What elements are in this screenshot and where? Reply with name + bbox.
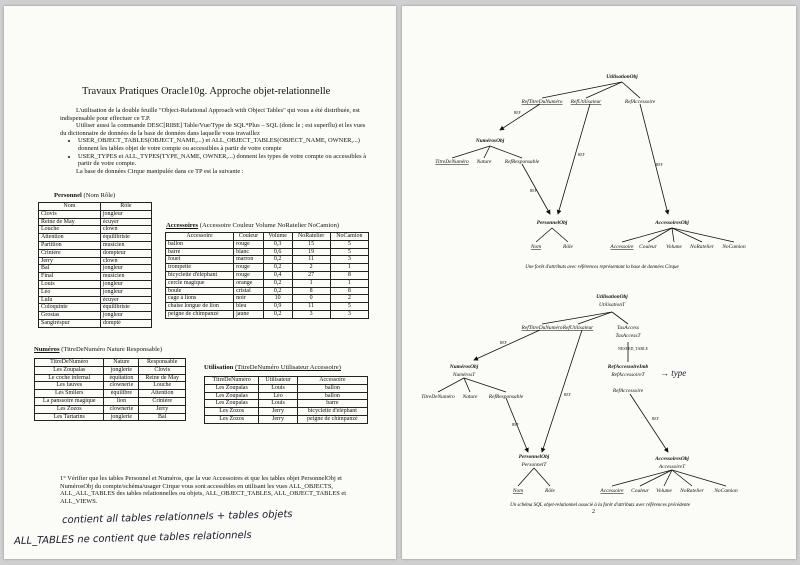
d2-root-attr-1: RefTitreDuNuméro xyxy=(521,325,563,331)
d1-numeros-attr-1: TitreDeNuméro xyxy=(435,159,469,165)
numeros-row xyxy=(35,382,186,390)
intro-text xyxy=(60,107,370,175)
utilisation-table xyxy=(204,376,368,424)
numeros-row xyxy=(35,397,186,405)
d1-numeros-attr-3: RefResponsable xyxy=(504,159,540,165)
d1-acc-attr-1: Accessoire xyxy=(610,244,634,250)
attribute-forest-diagrams xyxy=(402,6,796,559)
accessoires-cell: 1 xyxy=(292,279,330,287)
utilisation-cell: Louis xyxy=(259,384,297,392)
intro-bullet-1: • USER_OBJECT_TABLES(OBJECT_NAME,...) et ALL_OBJECT_TABLES(OBJECT_NAME, OWNER,...) donnent les tables objet de votre compte ou accessibles à partir de votre compte xyxy=(78,137,370,152)
accessoires-cell: cercle magique xyxy=(166,279,234,287)
personnel-cell: équilibriste xyxy=(100,234,151,242)
accessoires-cell: 0,3 xyxy=(263,240,292,248)
accessoires-column-header: NoCamion xyxy=(330,233,368,241)
accessoires-row xyxy=(166,295,369,303)
numeros-cell: Reine de May xyxy=(139,374,186,382)
personnel-cell: jongleur xyxy=(100,312,151,320)
personnel-row xyxy=(39,257,152,265)
accessoires-cell: marron xyxy=(234,256,264,264)
personnel-cell: Final xyxy=(39,273,101,281)
d2-numeros-attr-3: RefResponsable xyxy=(488,394,524,400)
personnel-caption-attrs: (Nom Rôle) xyxy=(83,192,116,199)
numeros-cell: équilibre xyxy=(104,390,139,398)
d1-root-attr-2: RefUtilisateur xyxy=(570,99,602,105)
personnel-cell: jongleur xyxy=(100,265,151,273)
accessoires-cell: 1 xyxy=(330,264,368,272)
d1-ref-label-4: REF xyxy=(656,163,663,167)
numeros-cell: Les Zoupalas xyxy=(35,366,104,374)
accessoires-cell: peigne de chimpanzé xyxy=(166,310,234,318)
accessoires-cell: bleu xyxy=(234,303,264,311)
numeros-column-header: Responsable xyxy=(139,359,186,367)
d2-personnel-attr-1: Nom xyxy=(512,488,524,494)
personnel-cell: jongleur xyxy=(100,280,151,288)
numeros-header-row xyxy=(35,359,186,367)
numeros-caption xyxy=(34,346,162,353)
page-title: Travaux Pratiques Oracle10g. Approche objet-relationnelle xyxy=(82,86,331,97)
d1-acc-attr-5: NoCamion xyxy=(722,244,746,250)
personnel-cell: clown xyxy=(100,257,151,265)
personnel-row xyxy=(39,210,152,218)
accessoires-cell: 2 xyxy=(330,295,368,303)
numeros-cell: Les Zozos xyxy=(35,405,104,413)
accessoires-cell: 5 xyxy=(330,303,368,311)
numeros-cell: jonglerie xyxy=(104,413,139,421)
d1-ref-label-1: REF xyxy=(514,111,521,115)
accessoires-cell: 11 xyxy=(292,256,330,264)
d1-root-attr-3: RefAccessoire xyxy=(624,99,656,105)
numeros-column-header: TitreDeNuméro xyxy=(35,359,104,367)
personnel-row xyxy=(39,241,152,249)
numeros-cell: équitation xyxy=(104,374,139,382)
personnel-row xyxy=(39,265,152,273)
numeros-row xyxy=(35,374,186,382)
accessoires-cell: orange xyxy=(234,279,264,287)
accessoires-column-header: NoRatelier xyxy=(292,233,330,241)
numeros-cell: Crinière xyxy=(139,397,186,405)
page-number: 2 xyxy=(592,509,595,515)
accessoires-cell: 8 xyxy=(330,287,368,295)
accessoires-cell: trompette xyxy=(166,264,234,272)
personnel-row xyxy=(39,234,152,242)
numeros-cell: Les Tartarins xyxy=(35,413,104,421)
personnel-cell: équilibriste xyxy=(100,304,151,312)
personnel-cell: écuyer xyxy=(100,218,151,226)
utilisation-cell: Louis xyxy=(259,400,297,408)
accessoires-cell: 8 xyxy=(292,287,330,295)
handwritten-note-1: contient all tables relationnels + tables objets xyxy=(61,508,293,527)
d2-acc-attr-3: Volume xyxy=(656,488,672,494)
accessoires-row xyxy=(166,310,369,318)
accessoires-cell: bicyclette d'éléphant xyxy=(166,271,234,279)
accessoires-cell: 5 xyxy=(330,240,368,248)
d2-acc-attr-4: NoRatelier xyxy=(680,488,704,494)
accessoires-cell: 0,2 xyxy=(263,287,292,295)
personnel-cell: Bal xyxy=(39,265,101,273)
utilisation-cell: peigne de chimpanzé xyxy=(297,415,367,423)
personnel-row xyxy=(39,319,152,327)
accessoires-cell: rouge xyxy=(234,264,264,272)
intro-bullets xyxy=(78,137,370,167)
numeros-row xyxy=(35,405,186,413)
d2-root-attr-2: RefUtilisateur xyxy=(562,325,594,331)
accessoires-header-row xyxy=(166,233,369,241)
accessoires-cell: cage à lions xyxy=(166,295,234,303)
d2-accessoires-type: AccessoireT xyxy=(658,464,686,470)
accessoires-cell: 0,2 xyxy=(263,310,292,318)
numeros-cell: Bal xyxy=(139,413,186,421)
accessoires-cell: blanc xyxy=(234,248,264,256)
accessoires-cell: 2 xyxy=(292,264,330,272)
d1-accessoires-label: AccessoiresObj xyxy=(655,220,689,226)
accessoires-cell: boule xyxy=(166,287,234,295)
accessoires-row xyxy=(166,287,369,295)
personnel-row xyxy=(39,218,152,226)
personnel-cell: Louche xyxy=(39,226,101,234)
utilisation-cell: Les Zoupalas xyxy=(205,392,259,400)
utilisation-cell: Les Zozos xyxy=(205,408,259,416)
accessoires-table xyxy=(165,232,369,319)
utilisation-cell: Jerry xyxy=(259,408,297,416)
intro-bullet-2: • USER_TYPES et ALL_TYPES(TYPE_NAME, OWNER,...) donnent les types de votre compte ou accessibles à partir de votre compte. xyxy=(78,153,370,168)
numeros-cell: Les fauves xyxy=(35,382,104,390)
left-page xyxy=(4,6,396,559)
numeros-caption-name: Numéros xyxy=(34,346,60,353)
accessoires-cell: chaise longue de lion xyxy=(166,303,234,311)
d2-numeros-type: NumérosT xyxy=(452,372,476,378)
personnel-cell: Sangtrèspur xyxy=(39,319,101,327)
accessoires-cell: fouet xyxy=(166,256,234,264)
d2-refacc-attr: RefAccessoire xyxy=(612,388,644,394)
d2-personnel-attr-2: Rôle xyxy=(545,488,555,494)
accessoires-row xyxy=(166,264,369,272)
utilisation-cell: Les Zoupalas xyxy=(205,400,259,408)
d1-personnel-label: PersonnelObj xyxy=(536,220,568,226)
personnel-cell: Clovis xyxy=(39,210,101,218)
utilisation-row xyxy=(205,384,368,392)
intro-paragraph-1: L'utilisation de la double feuille "Object-Relational Approach with Object Tables" qui vous a été distribuée, est indispensable pour effectuer ce T.P. xyxy=(60,107,360,122)
accessoires-cell: 0,2 xyxy=(263,264,292,272)
numeros-table xyxy=(34,358,186,421)
personnel-row xyxy=(39,288,152,296)
personnel-cell: Coloquinte xyxy=(39,304,101,312)
accessoires-caption-attrs: (Accessoire Couleur Volume NoRatelier NoCamion) xyxy=(199,222,340,229)
accessoires-cell: 0,9 xyxy=(263,303,292,311)
personnel-row xyxy=(39,304,152,312)
accessoires-cell: 0,4 xyxy=(263,271,292,279)
accessoires-cell: 8 xyxy=(330,271,368,279)
utilisation-cell: ballon xyxy=(297,384,367,392)
accessoires-row xyxy=(166,271,369,279)
d2-acc-attr-5: NoCamion xyxy=(714,488,738,494)
personnel-row xyxy=(39,226,152,234)
d1-numeros-attr-2: Nature xyxy=(476,159,492,165)
numeros-cell: Jerry xyxy=(139,405,186,413)
personnel-caption-name: Personnel xyxy=(54,192,82,199)
utilisation-cell: ballon xyxy=(297,392,367,400)
personnel-row xyxy=(39,280,152,288)
accessoires-cell: rouge xyxy=(234,271,264,279)
utilisation-cell: Les Zozos xyxy=(205,415,259,423)
accessoires-row xyxy=(166,248,369,256)
accessoires-column-header: Accessoire xyxy=(166,233,234,241)
d2-refacc-type: RefAccessoireT xyxy=(611,372,645,378)
accessoires-cell: 0,6 xyxy=(263,248,292,256)
intro-paragraph-2: Utiliser aussi la commande DESC[RIBE] Table/Vue/Type de SQL*Plus – SQL (donc le ; est superflu) et les vues du dictionnaire de données de la base de données dans laquelle vous travaillez xyxy=(60,122,366,137)
accessoires-cell: cristal xyxy=(234,287,264,295)
accessoires-cell: 0 xyxy=(292,295,330,303)
numeros-cell: clownerie xyxy=(104,382,139,390)
accessoires-caption xyxy=(166,222,339,229)
d2-tas-type: TasAccessT xyxy=(615,333,641,339)
accessoires-row xyxy=(166,256,369,264)
accessoires-cell: jaune xyxy=(234,310,264,318)
d2-ref-label-2: REF xyxy=(512,423,519,427)
personnel-cell: musicien xyxy=(100,241,151,249)
numeros-caption-attrs: (TitreDeNuméro Nature Responsable) xyxy=(61,346,163,353)
d1-ref-label-2: REF xyxy=(530,189,537,193)
accessoires-cell: 0,2 xyxy=(263,256,292,264)
d1-ref-label-3: REF xyxy=(578,153,585,157)
utilisation-cell: Jerry xyxy=(259,415,297,423)
personnel-row xyxy=(39,296,152,304)
numeros-column-header: Nature xyxy=(104,359,139,367)
d2-root-type: UtilisationT xyxy=(598,302,626,308)
personnel-cell: dompté xyxy=(100,319,151,327)
d1-root-label: UtilisationObj xyxy=(606,74,638,80)
personnel-table xyxy=(38,202,152,328)
d2-personnel-label: PersonnelObj xyxy=(518,454,550,460)
d2-acc-attr-2: Couleur xyxy=(631,488,649,494)
personnel-cell: musicien xyxy=(100,273,151,281)
personnel-cell: jongleur xyxy=(100,288,151,296)
numeros-cell: lion xyxy=(104,397,139,405)
personnel-caption xyxy=(54,192,115,199)
d2-caption: Un schéma SQL objet-relationnel associé à la forêt d'attributs avec références précédente xyxy=(510,503,690,508)
d1-acc-attr-2: Couleur xyxy=(639,244,657,250)
personnel-cell: dompteur xyxy=(100,249,151,257)
d2-root-attr-3: TasAccess xyxy=(617,325,639,331)
personnel-row xyxy=(39,249,152,257)
utilisation-cell: Léo xyxy=(259,392,297,400)
personnel-row xyxy=(39,273,152,281)
d1-personnel-attr-2: Rôle xyxy=(563,244,573,250)
accessoires-cell: ballon xyxy=(166,240,234,248)
d2-numeros-label: NumérosObj xyxy=(449,364,479,370)
utilisation-cell: Les Zoupalas xyxy=(205,384,259,392)
accessoires-cell: barre xyxy=(166,248,234,256)
accessoires-cell: 1 xyxy=(330,279,368,287)
utilisation-row xyxy=(205,392,368,400)
utilisation-caption xyxy=(204,364,341,371)
intro-paragraph-3: La base de données Cirque manipulée dans ce TP est la suivante : xyxy=(76,167,244,175)
utilisation-caption-name: Utilisation xyxy=(204,364,234,371)
accessoires-cell: 11 xyxy=(292,303,330,311)
accessoires-caption-name: Accessoires xyxy=(166,222,199,229)
d1-personnel-attr-1: Nom xyxy=(530,244,542,250)
numeros-cell: La panssoire magique xyxy=(35,397,104,405)
personnel-cell: Léo xyxy=(39,288,101,296)
numeros-cell: Les Smilers xyxy=(35,390,104,398)
accessoires-cell: 15 xyxy=(292,240,330,248)
personnel-cell: écuyer xyxy=(100,296,151,304)
numeros-cell: Le coche infernal xyxy=(35,374,104,382)
personnel-cell: Attention xyxy=(39,234,101,242)
personnel-cell: Grostas xyxy=(39,312,101,320)
d2-handwritten-type-note: → type xyxy=(660,368,687,378)
d2-ref-label-3: REF xyxy=(564,393,571,397)
personnel-cell: Lulu xyxy=(39,296,101,304)
accessoires-cell: 19 xyxy=(292,248,330,256)
accessoires-row xyxy=(166,303,369,311)
utilisation-column-header: Utilisateur xyxy=(259,377,297,385)
accessoires-cell: 0,2 xyxy=(263,279,292,287)
personnel-row xyxy=(39,312,152,320)
personnel-cell: Crinière xyxy=(39,249,101,257)
numeros-row xyxy=(35,413,186,421)
d2-personnel-type: PersonnelT xyxy=(521,462,547,468)
numeros-cell: Louche xyxy=(139,382,186,390)
utilisation-column-header: TitreDeNuméro xyxy=(205,377,259,385)
personnel-header-row xyxy=(39,203,152,211)
personnel-cell: Louis xyxy=(39,280,101,288)
numeros-cell: clownerie xyxy=(104,405,139,413)
numeros-cell: Clovis xyxy=(139,366,186,374)
utilisation-cell: barre xyxy=(297,400,367,408)
accessoires-column-header: Couleur xyxy=(234,233,264,241)
d1-acc-attr-4: NoRatelier xyxy=(690,244,714,250)
personnel-cell: jongleur xyxy=(100,210,151,218)
d2-root-label: UtilisationObj xyxy=(596,294,628,300)
d1-acc-attr-3: Volume xyxy=(666,244,682,250)
handwritten-note-2: ALL_TABLES ne contient que tables relationnels xyxy=(13,529,252,548)
d2-accessoires-label: AccessoiresObj xyxy=(655,456,689,462)
d2-ref-label-1: REF xyxy=(500,341,507,345)
utilisation-caption-attrs: (TitreDeNuméro Utilisateur Accessoire) xyxy=(234,364,341,371)
d2-ref-label-4: REF xyxy=(652,417,659,421)
numeros-row xyxy=(35,390,186,398)
numeros-cell: jonglerie xyxy=(104,366,139,374)
personnel-cell: clown xyxy=(100,226,151,234)
d1-caption: Une forêt d'attributs avec références représentant la base de données Cirque xyxy=(525,265,679,270)
personnel-cell: Partition xyxy=(39,241,101,249)
accessoires-cell: rouge xyxy=(234,240,264,248)
d2-nested-table-label: NESTED_TABLE xyxy=(618,346,648,351)
utilisation-row xyxy=(205,415,368,423)
d2-refacc-label: RefAccessoireImb xyxy=(607,364,649,370)
right-page xyxy=(402,6,796,559)
utilisation-column-header: Accessoire xyxy=(297,377,367,385)
utilisation-row xyxy=(205,408,368,416)
accessoires-cell: 3 xyxy=(330,256,368,264)
numeros-cell: Attention xyxy=(139,390,186,398)
personnel-column-header: Nom xyxy=(39,203,101,211)
accessoires-column-header: Volume xyxy=(263,233,292,241)
accessoires-cell: 10 xyxy=(263,295,292,303)
personnel-cell: Jerry xyxy=(39,257,101,265)
utilisation-header-row xyxy=(205,377,368,385)
utilisation-row xyxy=(205,400,368,408)
personnel-column-header: Rôle xyxy=(100,203,151,211)
accessoires-cell: noir xyxy=(234,295,264,303)
d1-root-attr-1: RefTitreDuNuméro xyxy=(521,99,563,105)
accessoires-cell: 3 xyxy=(292,310,330,318)
accessoires-cell: 3 xyxy=(330,310,368,318)
d1-numeros-label: NumérosObj xyxy=(475,138,505,144)
utilisation-cell: bicyclette d'éléphant xyxy=(297,408,367,416)
d2-acc-attr-1: Accessoire xyxy=(600,488,624,494)
d2-numeros-attr-2: Nature xyxy=(462,394,478,400)
accessoires-cell: 27 xyxy=(292,271,330,279)
d2-numeros-attr-1: TitreDeNuméro xyxy=(421,394,455,400)
personnel-cell: Reine de May xyxy=(39,218,101,226)
numeros-row xyxy=(35,366,186,374)
accessoires-row xyxy=(166,240,369,248)
question-1: 1° Vérifier que les tables Personnel et Numéros, que la vue Accessoires et que les tables objet PersonnelObj et NumérosObj du compte/schéma/usager Cirque vous sont accessibles en utilisant les vues ALL_OBJECTS, ALL_ALL_TABLES des tables relationnelles ou objets, ALL_OBJECT_TABLES, ALL_OBJECT_TABLES et ALL_VIEWS. xyxy=(60,475,347,505)
accessoires-cell: 5 xyxy=(330,248,368,256)
accessoires-row xyxy=(166,279,369,287)
